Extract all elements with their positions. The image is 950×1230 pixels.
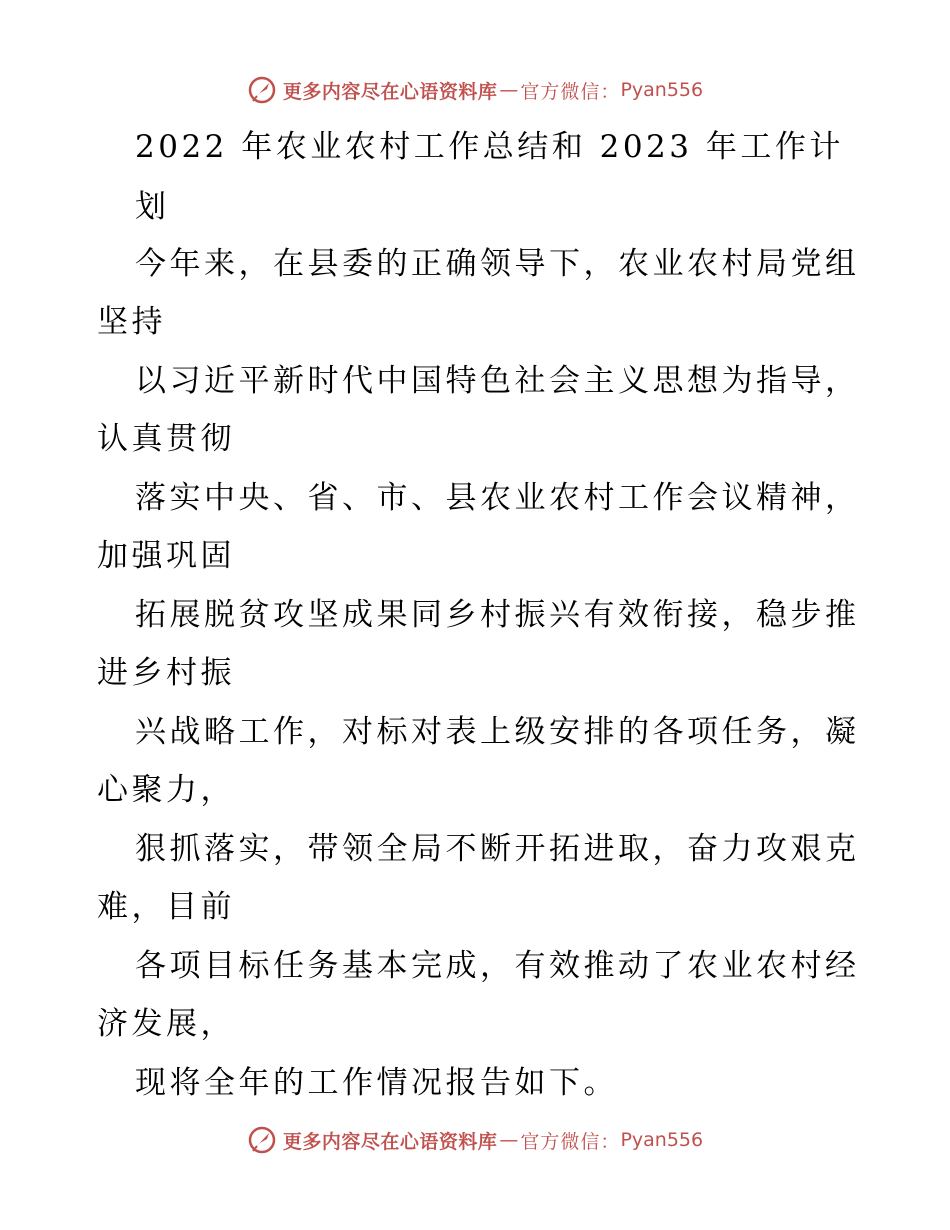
watermark-official-label: 官方微信： bbox=[520, 80, 621, 103]
quill-logo-icon bbox=[247, 1125, 277, 1155]
body-line: 进乡村振 bbox=[97, 655, 235, 691]
body-line: 以习近平新时代中国特色社会主义思想为指导， bbox=[135, 363, 860, 399]
body-line: 认真贯彻 bbox=[97, 421, 235, 457]
body-line: 难，目前 bbox=[97, 889, 235, 925]
body-line: 济发展， bbox=[97, 1006, 235, 1042]
watermark-separator: — bbox=[499, 79, 519, 101]
body-line: 现将全年的工作情况报告如下。 bbox=[135, 1065, 618, 1101]
watermark-header bbox=[0, 70, 950, 110]
document-title-line-2: 划 bbox=[135, 189, 170, 225]
quill-logo-icon bbox=[247, 75, 277, 105]
watermark-wechat-id: Pyan556 bbox=[620, 1129, 704, 1151]
body-line: 各项目标任务基本完成，有效推动了农业农村经 bbox=[135, 948, 860, 984]
watermark-footer bbox=[0, 1120, 950, 1160]
watermark-official-label: 官方微信： bbox=[520, 1130, 621, 1153]
body-line: 兴战略工作，对标对表上级安排的各项任务，凝 bbox=[135, 714, 860, 750]
body-line: 今年来，在县委的正确领导下，农业农村局党组 bbox=[135, 246, 860, 282]
watermark-wechat-id: Pyan556 bbox=[620, 79, 704, 101]
body-line: 拓展脱贫攻坚成果同乡村振兴有效衔接，稳步推 bbox=[135, 597, 860, 633]
body-line: 坚持 bbox=[97, 304, 166, 340]
body-line: 落实中央、省、市、县农业农村工作会议精神， bbox=[135, 480, 860, 516]
body-line: 加强巩固 bbox=[97, 538, 235, 574]
body-line: 心聚力， bbox=[97, 772, 235, 808]
watermark-brand: 更多内容尽在心语资料库 bbox=[282, 80, 498, 103]
document-title-line-1: 2022 年农业农村工作总结和 2023 年工作计 bbox=[135, 129, 844, 165]
watermark-brand: 更多内容尽在心语资料库 bbox=[282, 1130, 498, 1153]
body-line: 狠抓落实，带领全局不断开拓进取，奋力攻艰克 bbox=[135, 831, 860, 867]
watermark-separator: — bbox=[499, 1129, 519, 1151]
